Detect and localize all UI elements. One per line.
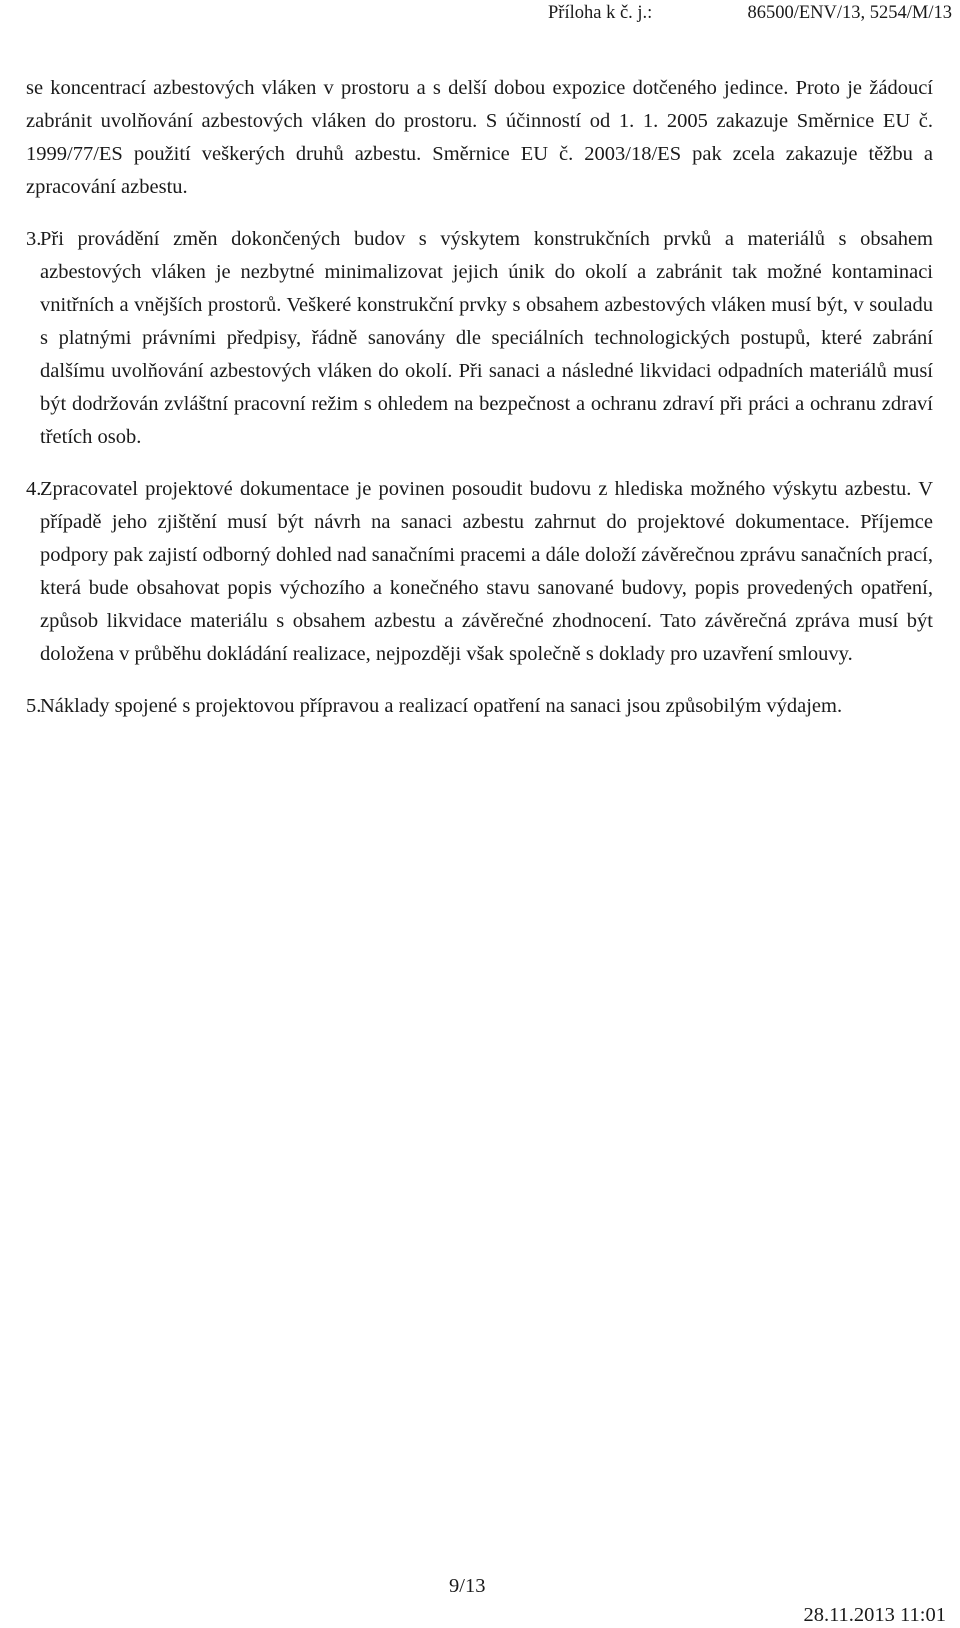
document-body [26,72,933,742]
list-item [26,223,933,454]
item-text: Při provádění změn dokončených budov s výskytem konstrukčních prvků a materiálů s obsahem azbestových vláken je nezbytné minimalizovat jejich únik do okolí a zabránit tak možné kontaminaci vnitřních a vnějších prostorů. Veškeré konstrukční prvky s obsahem azbestových vláken musí být, v souladu s platnými právními předpisy, řádně sanovány dle speciálních technologických postupů, které zabrání dalšímu uvolňování azbestových vláken do okolí. Při sanaci a následné likvidaci odpadních materiálů musí být dodržován zvláštní pracovní režim s ohledem na bezpečnost a ochranu zdraví při práci a ochranu zdraví třetích osob. [40,228,933,448]
item-text: Zpracovatel projektové dokumentace je povinen posoudit budovu z hlediska možného výskytu azbestu. V případě jeho zjištění musí být návrh na sanaci azbestu zahrnut do projektové dokumentace. Příjemce podpory pak zajistí odborný dohled nad sanačními pracemi a dále doloží závěrečnou zprávu sanačních prací, která bude obsahovat popis výchozího a konečného stavu sanované budovy, popis provedených opatření, způsob likvidace materiálu s obsahem azbestu a závěrečné zhodnocení. Tato závěrečná zpráva musí být doložena v průběhu dokládání realizace, nejpozději však společně s doklady pro uzavření smlouvy. [40,478,933,665]
item-number: 5. [26,695,42,717]
item-text: Náklady spojené s projektovou přípravou a realizací opatření na sanaci jsou způsobilým výdajem. [40,695,843,717]
page-number: 9/13 [449,1575,486,1597]
item-number: 3. [26,228,42,250]
page-header [0,0,960,30]
list-item [26,690,933,723]
intro-paragraph: se koncentrací azbestových vláken v prostoru a s delší dobou expozice dotčeného jedince. Proto je žádoucí zabránit uvolňování azbestových vláken do prostoru. S účinností od 1. 1. 2005 zakazuje Směrnice EU č. 1999/77/ES použití veškerých druhů azbestu. Směrnice EU č. 2003/18/ES pak zcela zakazuje těžbu a zpracování azbestu. [26,77,933,198]
item-number: 4. [26,478,42,500]
reference-number: 86500/ENV/13, 5254/M/13 [747,3,952,23]
footer-timestamp: 28.11.2013 11:01 [803,1604,946,1626]
list-item [26,473,933,671]
reference-label: Příloha k č. j.: [548,3,653,23]
